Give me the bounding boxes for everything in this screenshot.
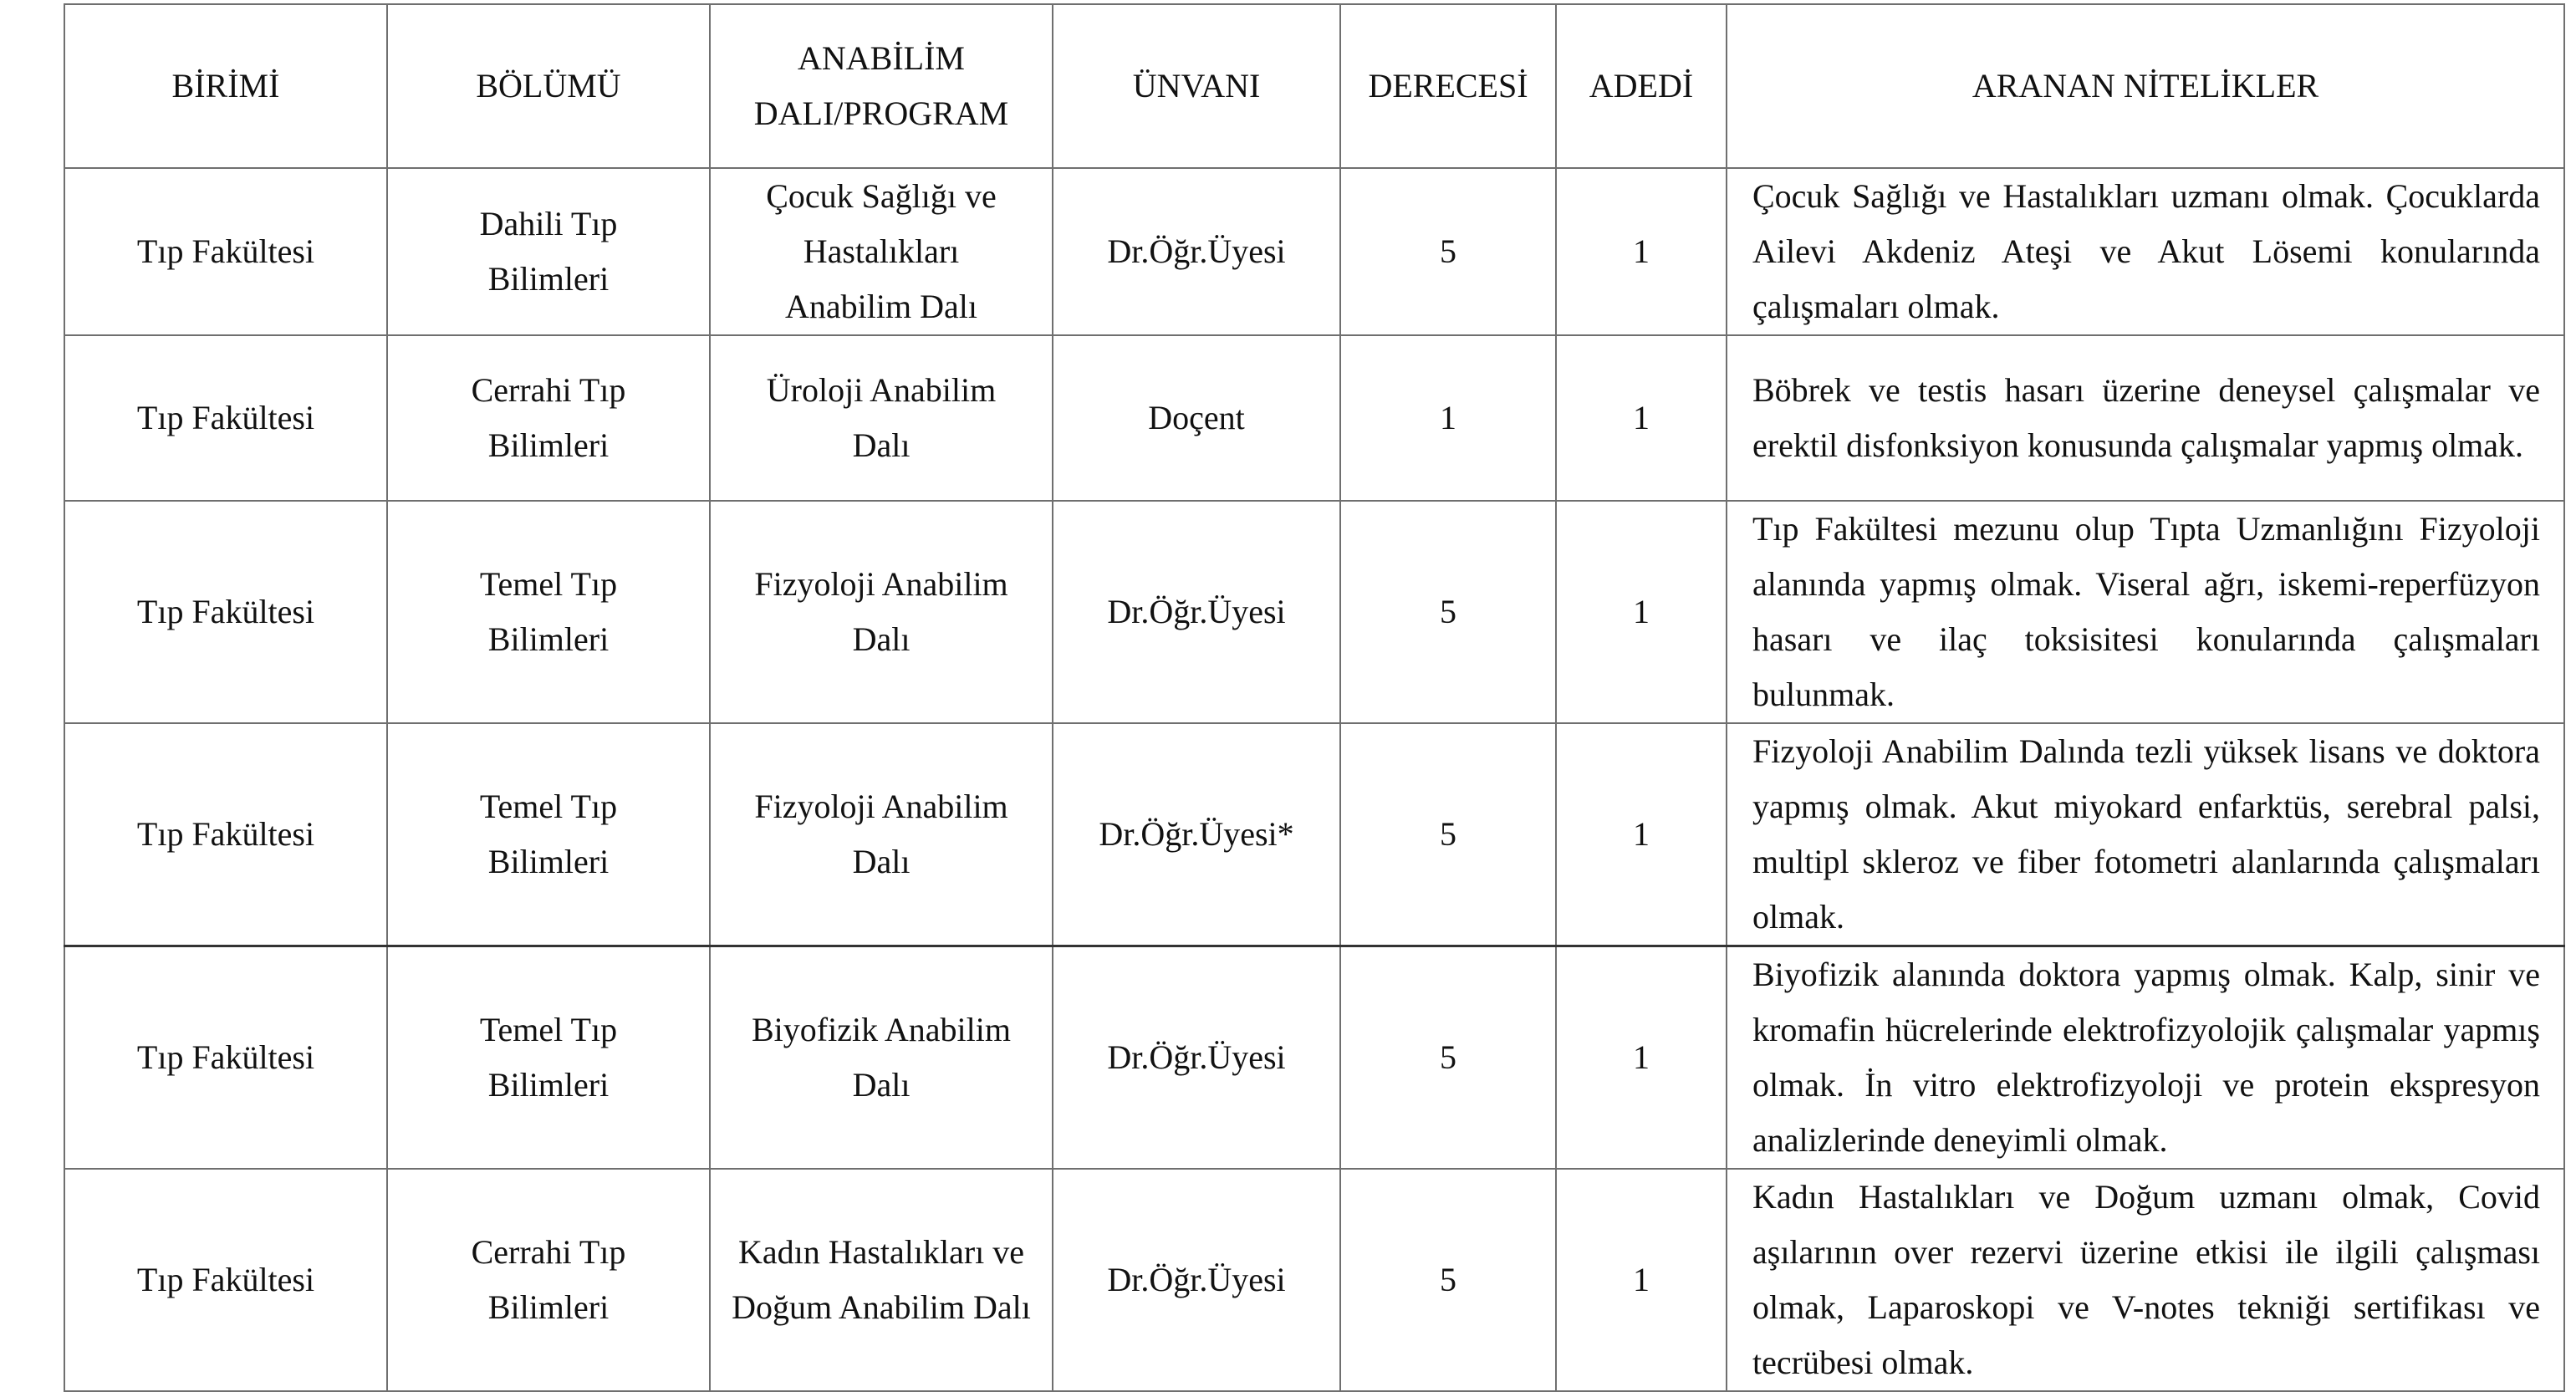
header-anabilim-line2: DALI/PROGRAM xyxy=(753,94,1009,132)
cell-anabilim: Üroloji Anabilim Dalı xyxy=(710,335,1053,501)
header-nitelikler: ARANAN NİTELİKLER xyxy=(1727,4,2564,168)
cell-birimi: Tıp Fakültesi xyxy=(64,168,387,335)
cell-unvani: Dr.Öğr.Üyesi xyxy=(1053,946,1340,1170)
cell-birimi: Tıp Fakültesi xyxy=(64,335,387,501)
header-anabilim xyxy=(710,4,1053,168)
cell-anabilim: Fizyoloji Anabilim Dalı xyxy=(710,723,1053,946)
cell-birimi: Tıp Fakültesi xyxy=(64,501,387,723)
cell-derecesi: 5 xyxy=(1340,723,1556,946)
header-adedi: ADEDİ xyxy=(1556,4,1727,168)
cell-derecesi: 1 xyxy=(1340,335,1556,501)
cell-bolumu: Dahili Tıp Bilimleri xyxy=(387,168,710,335)
cell-bolumu: Temel Tıp Bilimleri xyxy=(387,723,710,946)
cell-unvani: Dr.Öğr.Üyesi* xyxy=(1053,723,1340,946)
header-derecesi: DERECESİ xyxy=(1340,4,1556,168)
cell-bolumu: Temel Tıp Bilimleri xyxy=(387,946,710,1170)
header-row xyxy=(64,4,2564,168)
table-row xyxy=(64,335,2564,501)
header-birimi: BİRİMİ xyxy=(64,4,387,168)
cell-unvani: Dr.Öğr.Üyesi xyxy=(1053,168,1340,335)
cell-adedi: 1 xyxy=(1556,501,1727,723)
cell-anabilim: Kadın Hastalıkları ve Doğum Anabilim Dalı xyxy=(710,1169,1053,1391)
cell-bolumu: Cerrahi Tıp Bilimleri xyxy=(387,1169,710,1391)
cell-adedi: 1 xyxy=(1556,1169,1727,1391)
cell-nitelikler: Biyofizik alanında doktora yapmış olmak. Kalp, sinir ve kromafin hücrelerinde elektrofizyolojik çalışmalar yapmış olmak. İn vitro elektrofizyoloji ve protein ekspresyon analizlerinde deneyimli olmak. xyxy=(1727,946,2564,1170)
cell-nitelikler: Fizyoloji Anabilim Dalında tezli yüksek lisans ve doktora yapmış olmak. Akut miyokard enfarktüs, serebral palsi, multipl skleroz ve fiber fotometri alanlarında çalışmaları olmak. xyxy=(1727,723,2564,946)
cell-nitelikler: Çocuk Sağlığı ve Hastalıkları uzmanı olmak. Çocuklarda Ailevi Akdeniz Ateşi ve Akut Lösemi konularında çalışmaları olmak. xyxy=(1727,168,2564,335)
table-row xyxy=(64,1169,2564,1391)
cell-birimi: Tıp Fakültesi xyxy=(64,1169,387,1391)
header-anabilim-line1: ANABİLİM xyxy=(798,39,965,77)
table-row xyxy=(64,946,2564,1170)
cell-derecesi: 5 xyxy=(1340,1169,1556,1391)
cell-adedi: 1 xyxy=(1556,723,1727,946)
cell-adedi: 1 xyxy=(1556,946,1727,1170)
cell-nitelikler: Böbrek ve testis hasarı üzerine deneysel çalışmalar ve erektil disfonksiyon konusunda çalışmalar yapmış olmak. xyxy=(1727,335,2564,501)
cell-nitelikler: Tıp Fakültesi mezunu olup Tıpta Uzmanlığını Fizyoloji alanında yapmış olmak. Viseral ağrı, iskemi-reperfüzyon hasarı ve ilaç toksisitesi konularında çalışmaları bulunmak. xyxy=(1727,501,2564,723)
cell-bolumu: Temel Tıp Bilimleri xyxy=(387,501,710,723)
table-row xyxy=(64,168,2564,335)
cell-derecesi: 5 xyxy=(1340,946,1556,1170)
header-unvani: ÜNVANI xyxy=(1053,4,1340,168)
cell-anabilim: Biyofizik Anabilim Dalı xyxy=(710,946,1053,1170)
cell-unvani: Doçent xyxy=(1053,335,1340,501)
cell-anabilim: Çocuk Sağlığı ve Hastalıkları Anabilim Dalı xyxy=(710,168,1053,335)
cell-bolumu: Cerrahi Tıp Bilimleri xyxy=(387,335,710,501)
cell-adedi: 1 xyxy=(1556,335,1727,501)
cell-anabilim: Fizyoloji Anabilim Dalı xyxy=(710,501,1053,723)
cell-birimi: Tıp Fakültesi xyxy=(64,723,387,946)
table-row xyxy=(64,723,2564,946)
cell-unvani: Dr.Öğr.Üyesi xyxy=(1053,501,1340,723)
header-bolumu: BÖLÜMÜ xyxy=(387,4,710,168)
table-row xyxy=(64,501,2564,723)
cell-adedi: 1 xyxy=(1556,168,1727,335)
cell-derecesi: 5 xyxy=(1340,168,1556,335)
cell-unvani: Dr.Öğr.Üyesi xyxy=(1053,1169,1340,1391)
positions-table xyxy=(64,3,2565,1392)
cell-birimi: Tıp Fakültesi xyxy=(64,946,387,1170)
cell-nitelikler: Kadın Hastalıkları ve Doğum uzmanı olmak, Covid aşılarının over rezervi üzerine etkisi ile ilgili çalışması olmak, Laparoskopi ve V-notes tekniği sertifikası ve tecrübesi olmak. xyxy=(1727,1169,2564,1391)
cell-derecesi: 5 xyxy=(1340,501,1556,723)
